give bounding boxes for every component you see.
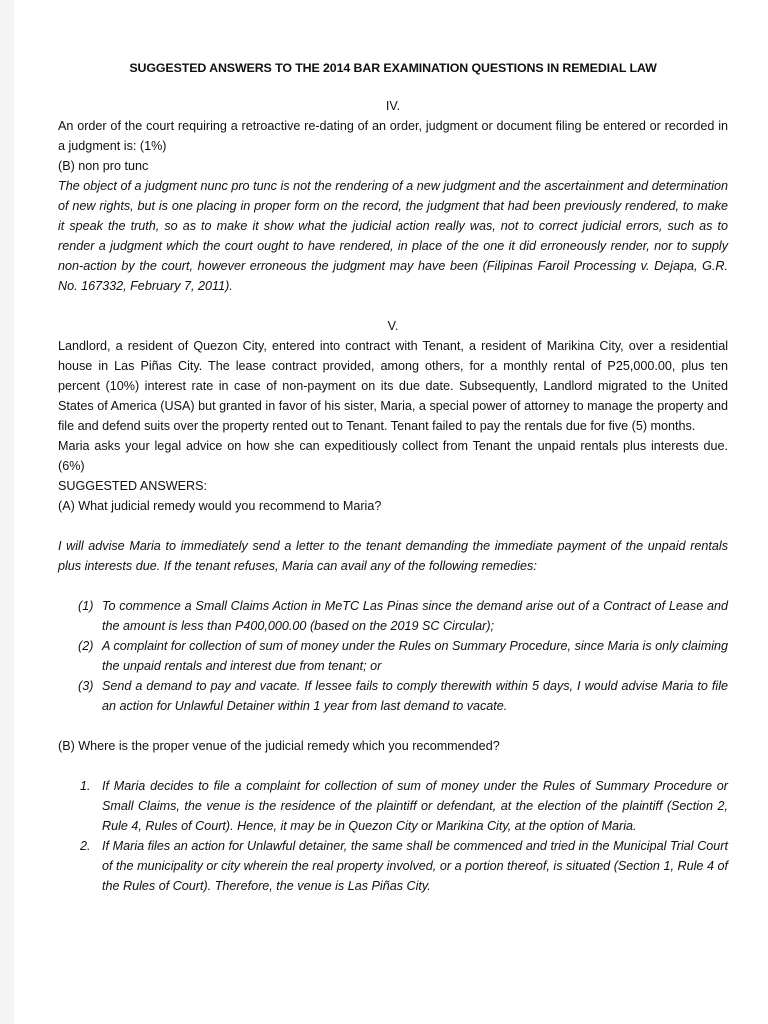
list-item-text: To commence a Small Claims Action in MeTC Las Pinas since the demand arise out of a Contract of Lease and the amount is less than P400,000.00 (based on the 2019 SC Circular); <box>102 599 728 633</box>
spacer <box>58 296 728 316</box>
list-marker: (2) <box>78 639 94 653</box>
list-marker: 2. <box>80 839 91 853</box>
suggested-answers-label: SUGGESTED ANSWERS: <box>58 479 208 493</box>
list-item-text: If Maria files an action for Unlawful detainer, the same shall be commenced and tried in the Municipal Trial Court of the municipality or city wherein the real property involved, or a portion thereof, is situated (Section 1, Rule 4 of the Rules of Court). Therefore, the venue is Las Piñas City. <box>102 839 728 893</box>
document-title: SUGGESTED ANSWERS TO THE 2014 BAR EXAMINATION QUESTIONS IN REMEDIAL LAW <box>129 61 657 75</box>
list-marker: (3) <box>78 679 94 693</box>
list-item-text: If Maria decides to file a complaint for collection of sum of money under the Rules of Summary Procedure or Small Claims, the venue is the residence of the plaintiff or defendant, at the election of the plaintiff (Section 2, Rule 4, Rules of Court). Hence, it may be in Quezon City or Marikina City, at the option of Maria. <box>102 779 728 833</box>
spacer <box>58 716 728 736</box>
spacer <box>58 756 728 776</box>
list-item <box>80 836 728 896</box>
explanation-iv: The object of a judgment nunc pro tunc is not the rendering of a new judgment and the ascertainment and determination of new rights, but is one placing in proper form on the record, the judgment that had been previously rendered, to make it speak the truth, so as to make it show what the judicial action really was, not to correct judicial errors, such as to render a judgment which the court ought to have rendered, in place of the one it did erroneously render, nor to supply non-action by the court, however erroneous the judgment may have been (Filipinas Faroil Processing v. Dejapa, G.R. No. 167332, February 7, 2011). <box>58 179 728 293</box>
question-a: (A) What judicial remedy would you recommend to Maria? <box>58 499 382 513</box>
venue-list <box>58 776 728 896</box>
remedies-list <box>58 596 728 716</box>
list-item-text: Send a demand to pay and vacate. If lessee fails to comply therewith within 5 days, I would advise Maria to file an action for Unlawful Detainer within 1 year from last demand to vacate. <box>102 679 728 713</box>
list-item <box>80 776 728 836</box>
spacer <box>58 576 728 596</box>
list-item <box>78 676 728 716</box>
spacer <box>58 516 728 536</box>
facts-v: Landlord, a resident of Quezon City, entered into contract with Tenant, a resident of Marikina City, over a residential house in Las Piñas City. The lease contract provided, among others, for a monthly rental of P25,000.00, plus ten percent (10%) interest rate in case of non-payment on its due date. Subsequently, Landlord migrated to the United States of America (USA) but granted in favor of his sister, Maria, a special power of attorney to manage the property and file and defend suits over the property rented out to Tenant. Tenant failed to pay the rentals due for five (5) months. <box>58 339 728 433</box>
list-marker: 1. <box>80 779 91 793</box>
list-item <box>78 636 728 676</box>
list-marker: (1) <box>78 599 94 613</box>
question-b: (B) Where is the proper venue of the judicial remedy which you recommended? <box>58 739 500 753</box>
document-page <box>14 0 768 1024</box>
section-number-iv: IV. <box>385 99 401 113</box>
section-number-v: V. <box>387 319 399 333</box>
answer-a-intro: I will advise Maria to immediately send a letter to the tenant demanding the immediate payment of the unpaid rentals plus interests due. If the tenant refuses, Maria can avail any of the following remedies: <box>58 539 728 573</box>
answer-choice-iv: (B) non pro tunc <box>58 159 149 173</box>
document-content <box>58 58 728 896</box>
list-item <box>78 596 728 636</box>
question-iv: An order of the court requiring a retroactive re-dating of an order, judgment or document filing be entered or recorded in a judgment is: (1%) <box>58 119 728 153</box>
list-item-text: A complaint for collection of sum of money under the Rules on Summary Procedure, since Maria is only claiming the unpaid rentals and interest due from tenant; or <box>102 639 728 673</box>
question-ask-v: Maria asks your legal advice on how she can expeditiously collect from Tenant the unpaid rentals plus interests due. (6%) <box>58 439 728 473</box>
